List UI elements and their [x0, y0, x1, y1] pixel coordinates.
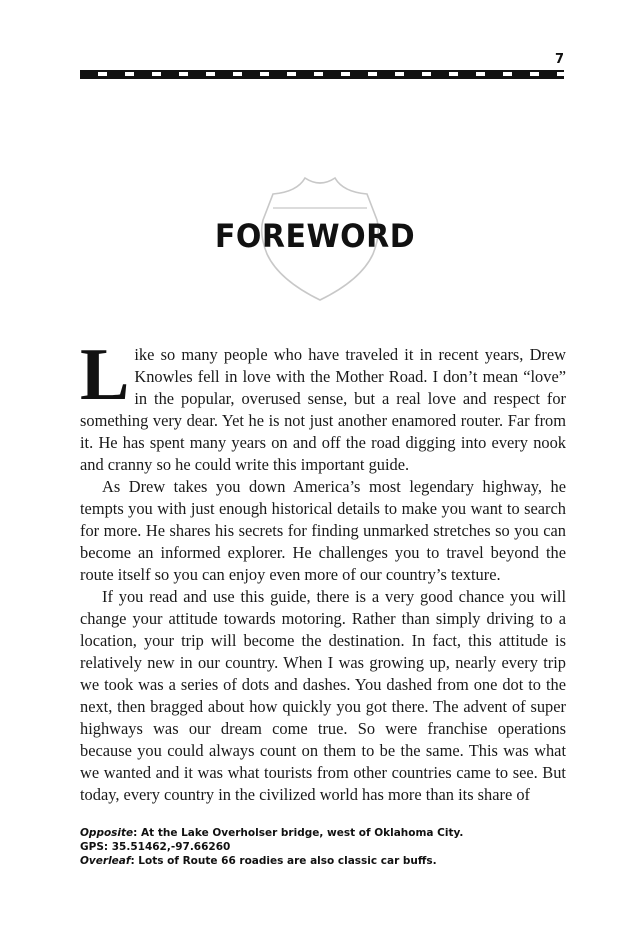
paragraph-1-text: ike so many people who have traveled it in recent years, Drew Knowles fell in love with the Mother Road. I don’t mean “love” in the popular, overused sense, but a real love and respect for something very dear. Yet he is not just another enamored router. Far from it. He has spent many years on and off the road digging into every nook and cranny so he could write this important guide.	[80, 345, 566, 474]
caption-opposite-text: : At the Lake Overholser bridge, west of Oklahoma City.	[133, 827, 464, 839]
paragraph-2: As Drew takes you down America’s most legendary highway, he tempts you with just enough historical details to make you want to search for more. He shares his secrets for finding unmarked stretches so you can become an informed explorer. He challenges you to travel beyond the route itself so you can enjoy even more of our country’s texture.	[80, 477, 566, 584]
chapter-title: FOREWORD	[214, 217, 416, 256]
foreword-body	[80, 334, 566, 806]
page-number: 7	[554, 52, 564, 67]
paragraph-3: If you read and use this guide, there is a very good chance you will change your attitude towards motoring. Rather than simply driving to a location, your trip will become the destination. In fact, this attitude is relatively new in our country. When I was growing up, nearly every trip we took was a series of dots and dashes. You dashed from one dot to the next, then bragged about how quickly you got there. The advent of super highways was our dream come true. So were franchise operations because you could always count on them to be the same. This was what we wanted and it was what tourists from other countries came to see. But today, every country in the civilized world has more than its share of	[80, 587, 566, 804]
caption-overleaf-text: : Lots of Route 66 roadies are also classic car buffs.	[130, 855, 437, 867]
caption-opposite-label: Opposite	[80, 827, 134, 839]
header-dash-rule	[80, 70, 564, 79]
photo-captions	[80, 826, 566, 868]
caption-overleaf-label: Overleaf	[80, 855, 131, 867]
caption-opposite	[80, 826, 566, 840]
drop-cap: L	[80, 334, 130, 416]
dash-rule-pattern	[80, 72, 564, 76]
paragraph-1	[80, 334, 566, 476]
caption-overleaf	[80, 854, 566, 868]
caption-gps: GPS: 35.51462,-97.66260	[80, 841, 231, 853]
